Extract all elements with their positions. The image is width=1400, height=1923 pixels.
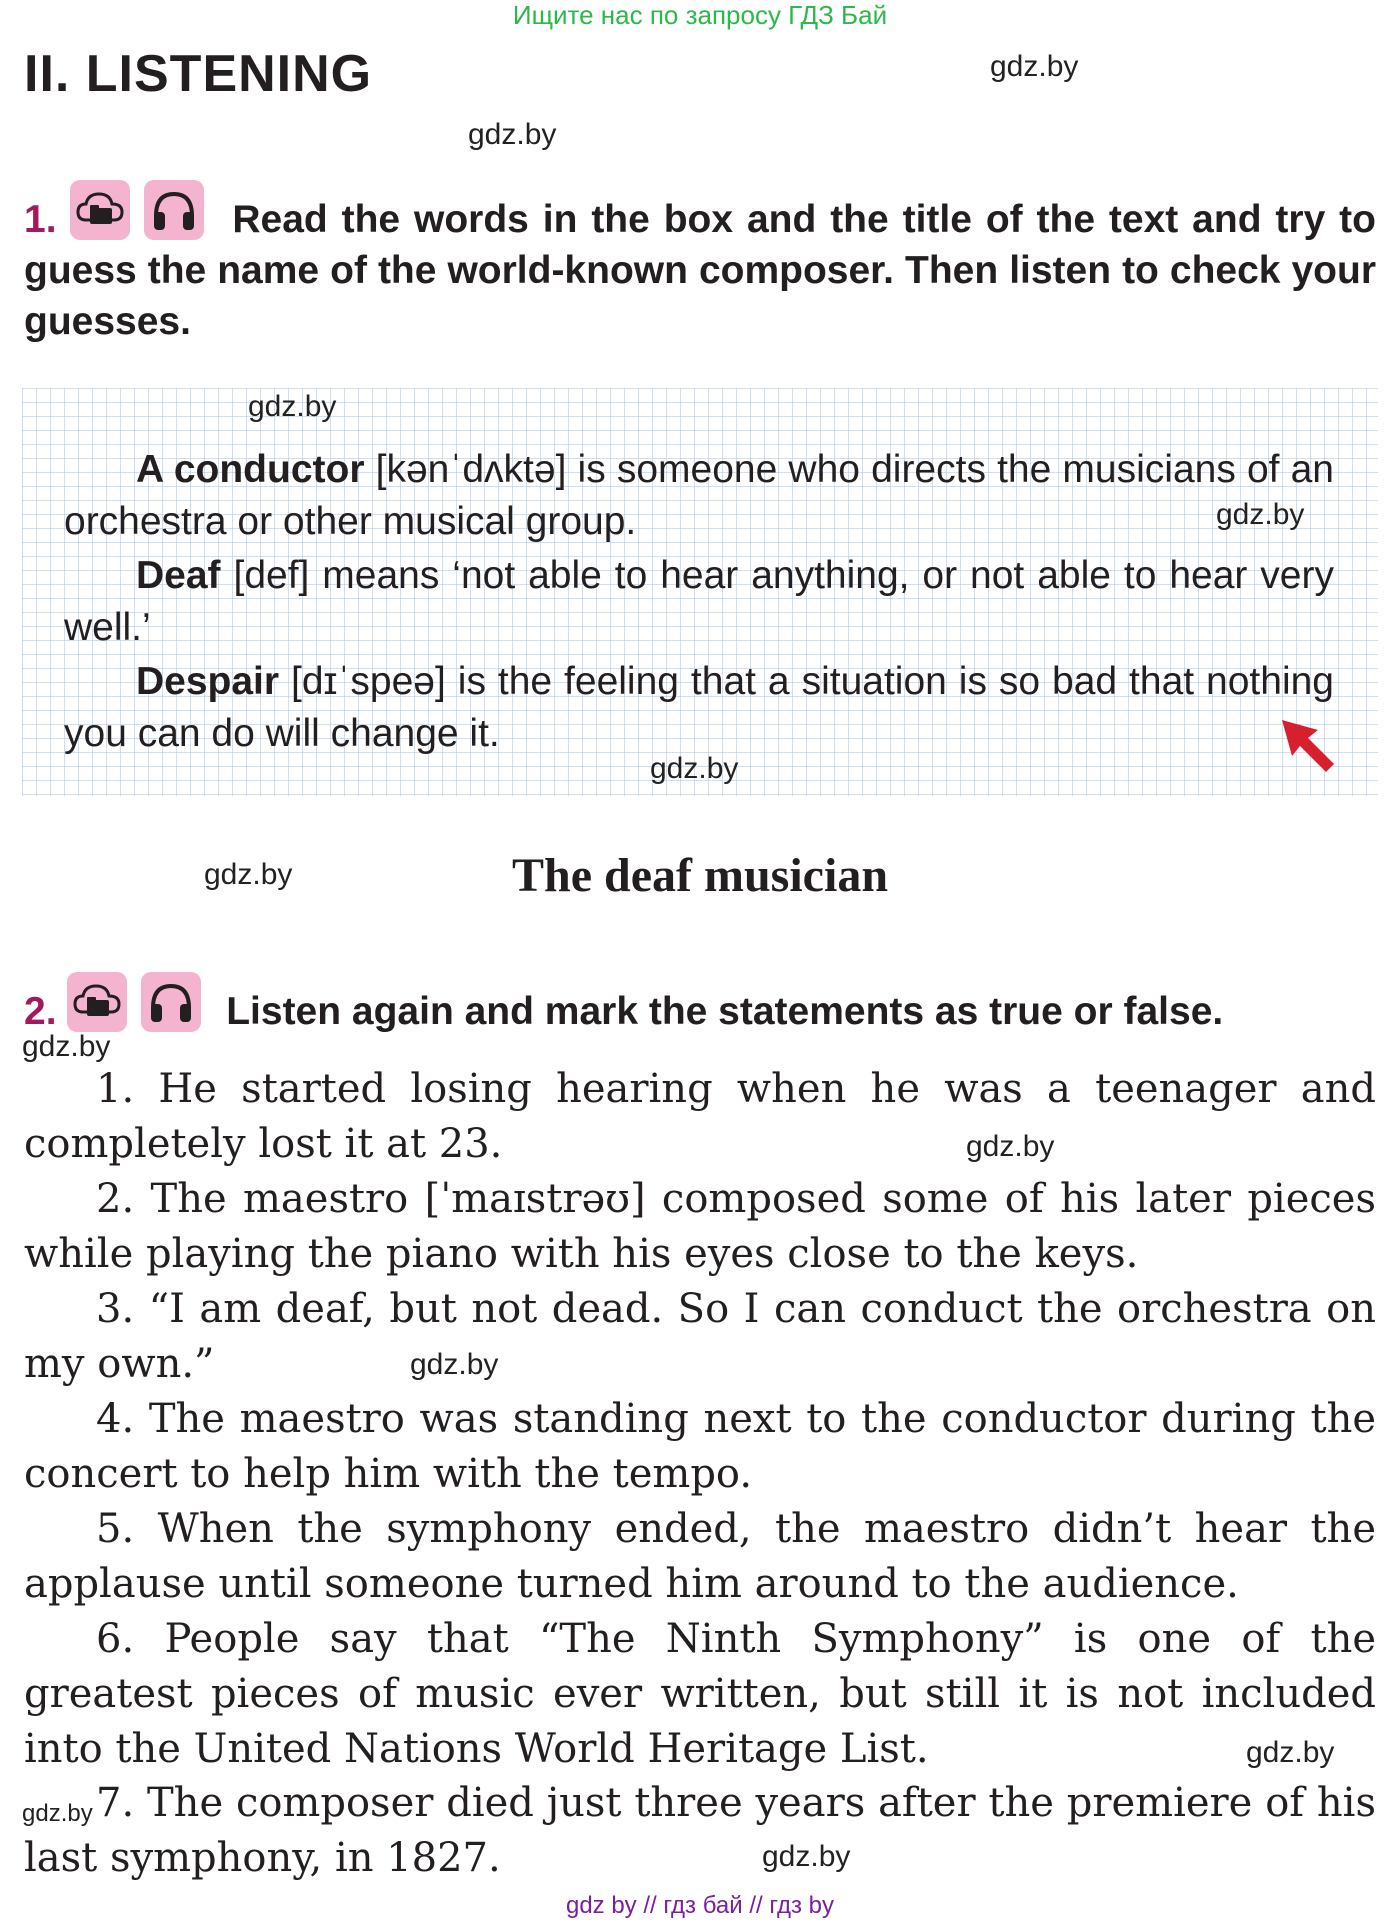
vocab-entry-conductor [64,444,1334,548]
cloud-folder-icon[interactable] [70,180,130,240]
vocab-definition: [dɪˈspeə] is the feeling that a situation is so bad that nothing you can do will change it. [64,660,1334,755]
watermark: gdz.by [468,118,557,151]
section-title: II. LISTENING [24,45,373,103]
watermark: gdz.by [410,1348,499,1381]
vocab-term: A conductor [136,448,365,491]
watermark: gdz.by [204,858,293,891]
task-1 [24,180,1376,347]
footer-links[interactable]: gdz by // гдз бай // гдз by [565,1892,835,1919]
headphones-icon[interactable] [141,972,201,1032]
watermark: gdz.by [22,1800,93,1827]
task-2-number: 2. [24,990,57,1033]
vocab-entry-deaf [64,550,1334,654]
vocab-term: Despair [136,660,280,703]
statement: 4. The maestro was standing next to the conductor during the concert to help him with the tempo. [24,1396,1376,1497]
statement: 5. When the symphony ended, the maestro didn’t hear the applause until someone turned him around to the audience. [24,1506,1376,1607]
headphones-icon[interactable] [144,180,204,240]
watermark: gdz.by [1246,1736,1335,1769]
task-1-number: 1. [24,198,57,241]
watermark: gdz.by [762,1840,851,1873]
statement: 7. The composer died just three years after the premiere of his last symphony, in 1827. [24,1780,1376,1881]
cloud-folder-icon[interactable] [67,972,127,1032]
vocab-entry-despair [64,656,1334,760]
task-1-instruction: Read the words in the box and the title of the text and try to guess the name of the world-known composer. Then listen to check your guesses. [24,198,1376,343]
statement: 6. People say that “The Ninth Symphony” is one of the greatest pieces of music ever written, but still it is not included into the United Nations World Heritage List. [24,1616,1376,1772]
watermark: gdz.by [22,1030,111,1063]
vocab-definition: [def] means ‘not able to hear anything, or not able to hear very well.’ [64,554,1334,649]
vocab-term: Deaf [136,554,221,597]
statement: 1. He started losing hearing when he was a teenager and completely lost it at 23. [24,1066,1376,1167]
watermark: gdz.by [650,752,739,785]
statement: 2. The maestro [ˈmaɪstrəʊ] composed some of his later pieces while playing the piano with his eyes close to the keys. [24,1176,1376,1277]
watermark: gdz.by [966,1130,1055,1163]
arrow-icon [1278,716,1342,780]
watermark: gdz.by [990,50,1079,83]
top-banner[interactable]: Ищите нас по запросу ГДЗ Бай [512,0,888,30]
vocab-definition: [kənˈdʌktə] is someone who directs the musicians of an orchestra or other musical group. [64,448,1334,543]
text-title: The deaf musician [511,849,889,902]
task-2-instruction: Listen again and mark the statements as true or false. [226,990,1224,1033]
task-2 [24,972,1376,1037]
statement: 3. “I am deaf, but not dead. So I can conduct the orchestra on my own.” [24,1286,1376,1387]
watermark: gdz.by [248,390,337,423]
watermark: gdz.by [1216,498,1305,531]
